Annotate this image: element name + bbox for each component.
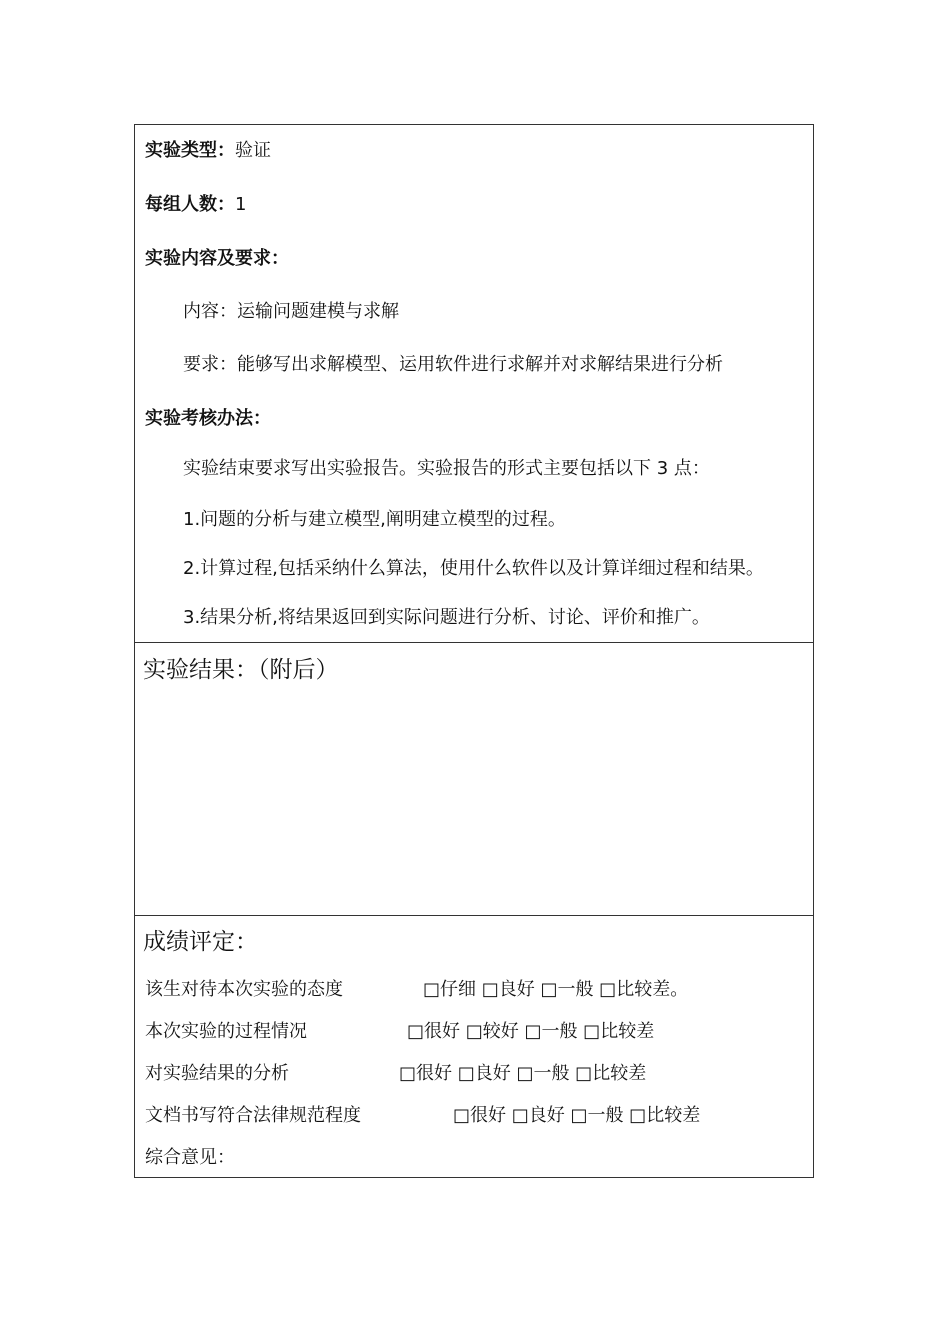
assessment-intro: 实验结束要求写出实验报告。实验报告的形式主要包括以下 3 点：: [183, 458, 710, 479]
experiment-type-value: 验证: [235, 140, 271, 161]
eval-analysis-options[interactable]: □很好 □良好 □一般 □比较差: [399, 1063, 647, 1084]
results-section: [135, 642, 813, 916]
eval-document-label: 文档书写符合法律规范程度: [145, 1105, 361, 1126]
content-line: 内容：运输问题建模与求解: [183, 301, 399, 322]
assessment-point-2: 2.计算过程,包括采纳什么算法，使用什么软件以及计算详细过程和结果。: [183, 558, 764, 579]
eval-process-label: 本次实验的过程情况: [145, 1021, 307, 1042]
assessment-point-1: 1.问题的分析与建立模型,阐明建立模型的过程。: [183, 509, 566, 530]
eval-attitude-options[interactable]: □仔细 □良好 □一般 □比较差。: [423, 979, 689, 1000]
evaluation-section: [135, 915, 813, 1177]
experiment-type-label: 实验类型：: [145, 140, 235, 161]
eval-analysis-label: 对实验结果的分析: [145, 1063, 289, 1084]
experiment-info-section: [135, 125, 813, 642]
group-size-value: 1: [235, 194, 247, 215]
assessment-label: 实验考核办法：: [145, 408, 271, 429]
evaluation-heading: 成绩评定：: [143, 929, 258, 955]
results-heading: 实验结果：（附后）: [143, 657, 339, 683]
group-size-label: 每组人数：: [145, 194, 235, 215]
eval-attitude-label: 该生对待本次实验的态度: [145, 979, 343, 1000]
report-table: [134, 124, 814, 1178]
overall-opinion-label: 综合意见：: [145, 1147, 235, 1168]
experiment-type-row: [145, 138, 271, 164]
group-size-row: [145, 192, 246, 218]
eval-process-options[interactable]: □很好 □较好 □一般 □比较差: [407, 1021, 655, 1042]
requirement-line: 要求：能够写出求解模型、运用软件进行求解并对求解结果进行分析: [183, 354, 723, 375]
assessment-point-3: 3.结果分析,将结果返回到实际问题进行分析、讨论、评价和推广。: [183, 607, 710, 628]
content-requirements-label: 实验内容及要求：: [145, 248, 289, 269]
eval-document-options[interactable]: □很好 □良好 □一般 □比较差: [453, 1105, 701, 1126]
